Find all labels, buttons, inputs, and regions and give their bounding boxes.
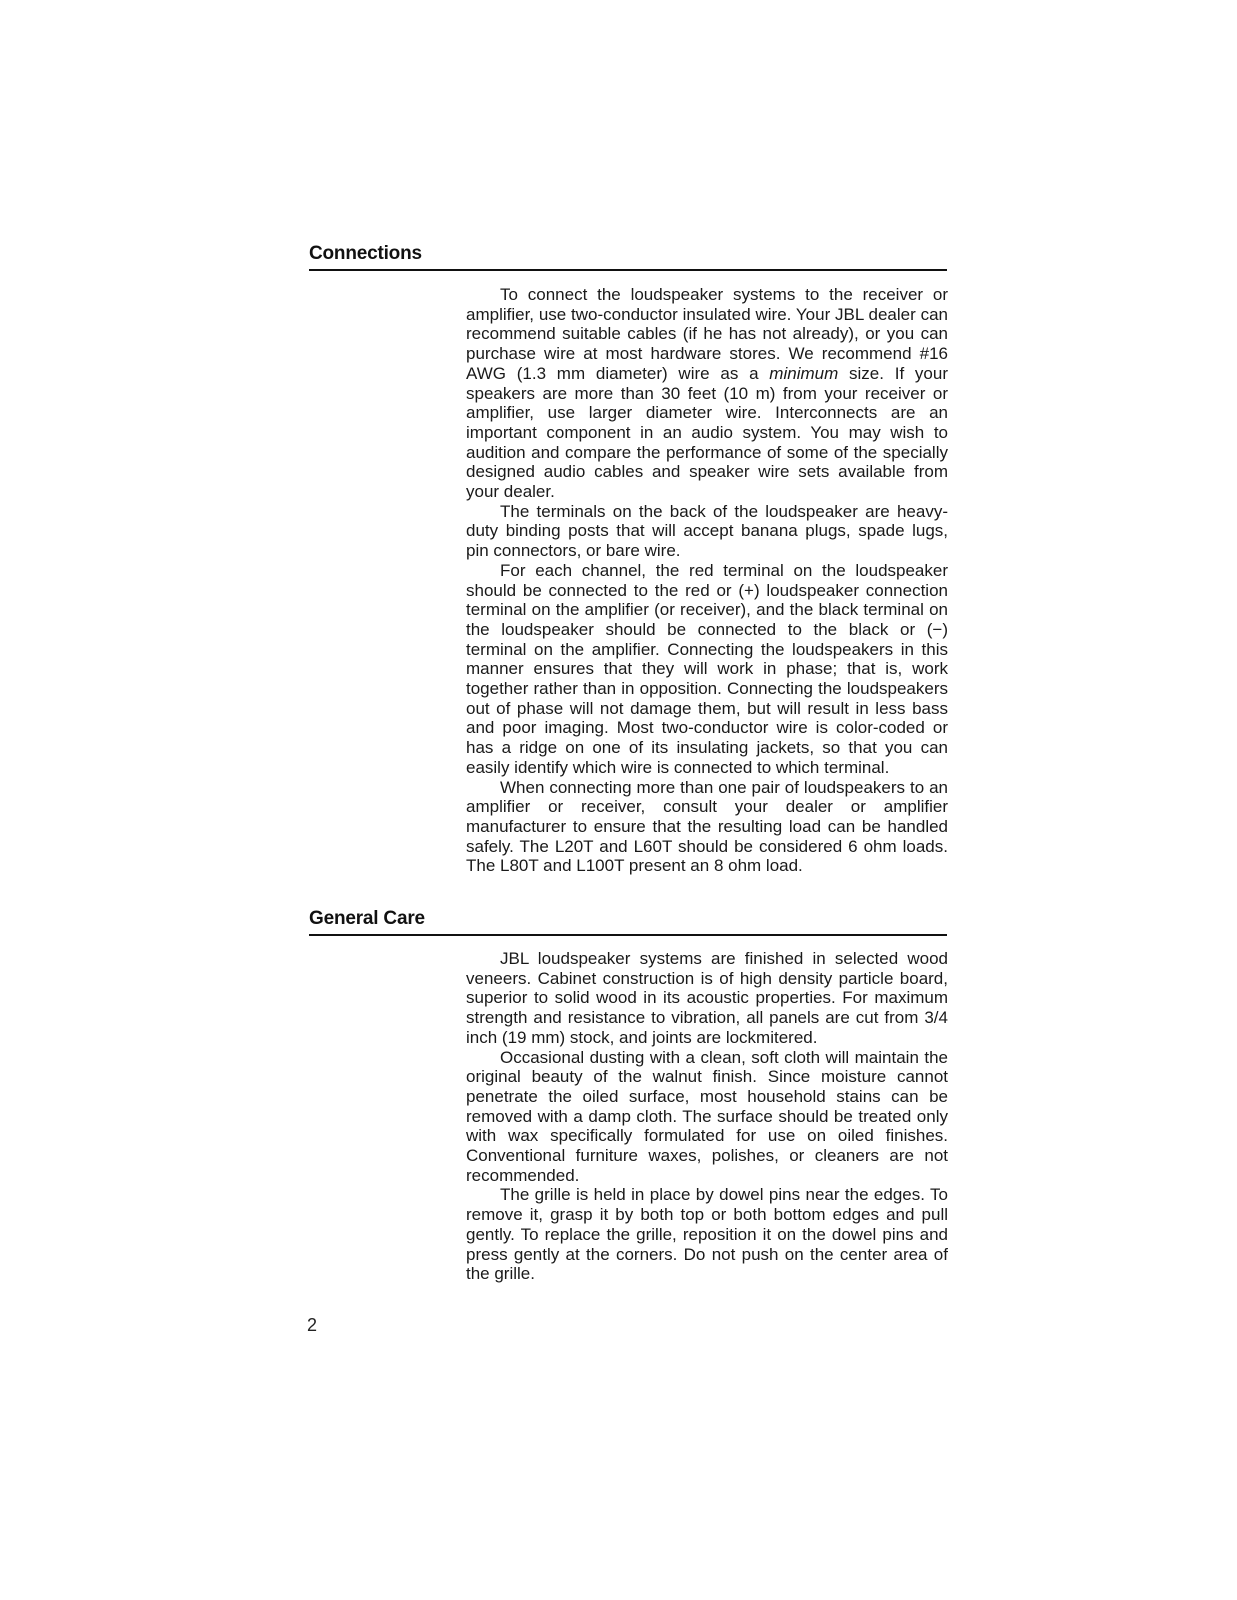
connections-heading: Connections (309, 243, 422, 264)
connections-rule (309, 269, 947, 271)
emphasis-minimum: minimum (769, 363, 839, 383)
connections-paragraph-4: When connecting more than one pair of loudspeakers to an amplifier or receiver, consult your dealer or amplifier manufacturer to ensure that the resulting load can be handled safely. The L20T and L60T should be considered 6 ohm loads. The L80T and L100T present an 8 ohm load. (466, 777, 948, 876)
general-care-body (466, 949, 948, 1284)
general-care-rule (309, 934, 947, 936)
page-number: 2 (307, 1315, 318, 1335)
connections-paragraph-1: To connect the loudspeaker systems to the receiver or amplifier, use two-conductor insulated wire. Your JBL dealer can recommend suitable cables (if he has not already), or you can purchase wire at most hardware stores. We recommend #16 AWG (1.3 mm diameter) wire as a minimum size. If your speakers are more than 30 feet (10 m) from your receiver or amplifier, use larger diameter wire. Interconnects are an important component in an audio system. You may wish to audition and compare the performance of some of the specially designed audio cables and speaker wire sets available from your dealer. (466, 285, 948, 502)
connections-body (466, 285, 948, 876)
general-care-paragraph-1: JBL loudspeaker systems are finished in selected wood veneers. Cabinet construction is of high density particle board, superior to solid wood in its acoustic properties. For maximum strength and resistance to vibration, all panels are cut from 3/4 inch (19 mm) stock, and joints are lockmitered. (466, 949, 948, 1047)
general-care-paragraph-3: The grille is held in place by dowel pins near the edges. To remove it, grasp it by both top or both bottom edges and pull gently. To replace the grille, reposition it on the dowel pins and press gently at the corners. Do not push on the center area of the grille. (466, 1185, 948, 1284)
connections-paragraph-2: The terminals on the back of the loudspeaker are heavy-duty binding posts that will accept banana plugs, spade lugs, pin connectors, or bare wire. (466, 501, 948, 561)
general-care-heading: General Care (309, 908, 425, 929)
connections-paragraph-3: For each channel, the red terminal on the loudspeaker should be connected to the red or (+) loudspeaker connection terminal on the amplifier (or receiver), and the black terminal on the loudspeaker should be connected to the black or (−) terminal on the amplifier. Connecting the loudspeakers in this manner ensures that they will work in phase; that is, work together rather than in opposition. Connecting the loudspeakers out of phase will not damage them, but will result in less bass and poor imaging. Most two-conductor wire is color-coded or has a ridge on one of its insulating jackets, so that you can easily identify which wire is connected to which terminal. (466, 560, 948, 777)
general-care-paragraph-2: Occasional dusting with a clean, soft cloth will maintain the original beauty of the walnut finish. Since moisture cannot penetrate the oiled surface, most household stains can be removed with a damp cloth. The surface should be treated only with wax specifically formulated for use on oiled finishes. Conventional furniture waxes, polishes, or cleaners are not recommended. (466, 1047, 948, 1185)
